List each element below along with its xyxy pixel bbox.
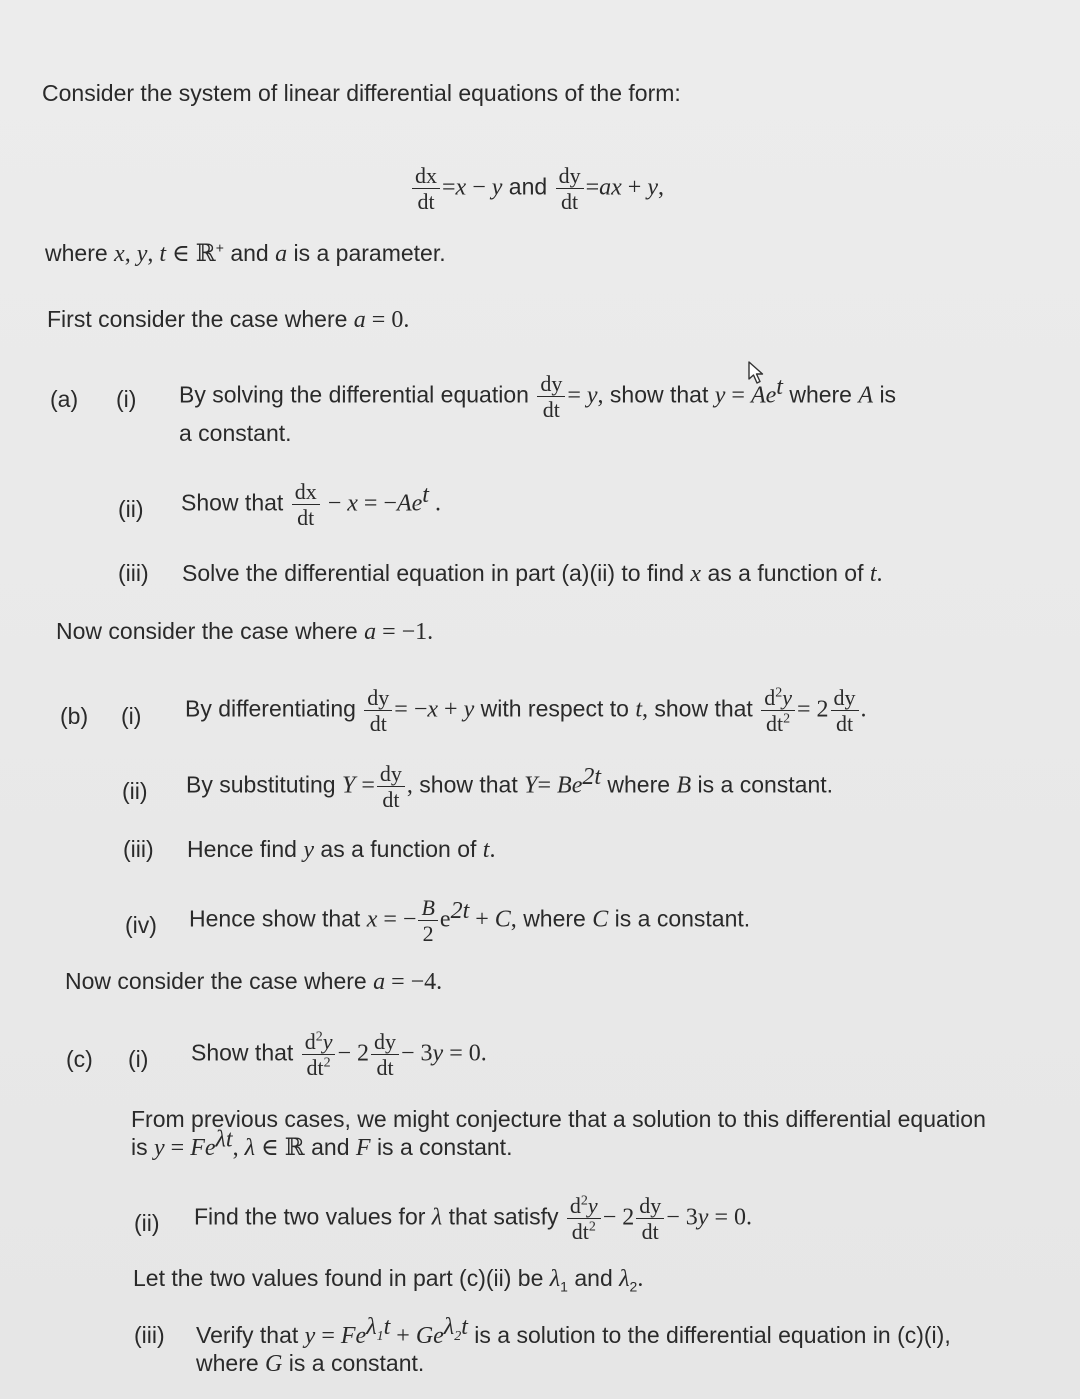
part-a-ii: Show that $\frac{dx}{dt}$ − $x = -Ae^t$ . (181, 479, 441, 531)
label-b: (b) (60, 703, 89, 729)
label-c-iii: (iii) (134, 1322, 165, 1348)
case-c-minus-four: Now consider the case where a = −4. (65, 968, 443, 995)
dx-dt-fraction: $\frac{dx}{dt}$ (412, 164, 440, 213)
part-a-i-line1: By solving the differential equation $\frac{dy}{dt}$ = y, show that $y = Ae^t$ where A is (179, 371, 897, 423)
label-c-i: (i) (128, 1046, 149, 1072)
part-c-ii: Find the two values for λ that satisfy $\frac{d^2y}{dt^2}$ − 2 $\frac{dy}{dt}$ − 3y = 0. (194, 1193, 752, 1245)
label-b-iii: (iii) (123, 836, 154, 862)
part-c-i: Show that $\frac{d^2y}{dt^2}$ − 2 $\frac{dy}{dt}$ − 3y = 0. (191, 1029, 487, 1081)
part-b-iii: Hence find y as a function of t. (187, 836, 496, 863)
part-b-i: By differentiating $\frac{dy}{dt}$ = −x + y with respect to t, show that $\frac{d^2y}{dt^2}$ = 2 $\frac{dy}{dt}$ . (185, 685, 867, 737)
part-c-iii-line2: where G is a constant. (196, 1350, 425, 1377)
part-b-ii: By substituting Y = $\frac{dy}{dt}$ , show that $Y= Be^{2t}$ where B is a constant. (186, 761, 834, 813)
label-c-ii: (ii) (134, 1210, 160, 1236)
domain-line: where x, y, t ∈ ℝ+ and a is a parameter. (45, 239, 446, 267)
let-two-values: Let the two values found in part (c)(ii) be $\lambda_1$ and $\lambda_2$. (133, 1265, 644, 1295)
label-b-iv: (iv) (125, 912, 157, 938)
label-a-iii: (iii) (118, 560, 149, 586)
system-equations: $\frac{dx}{dt}$ =x − y and $\frac{dy}{dt}$ =ax + y, (410, 164, 664, 213)
label-a-i: (i) (116, 386, 137, 412)
part-b-iv: Hence show that x = − $\frac{B}{2}$ $e^{2t} + C$, where C is a constant. (189, 895, 751, 947)
part-c-iii-line1: Verify that $y = Fe^{\lambda_1t} + Ge^{\lambda_2t}$ is a solution to the differential equation in (c)(i), (196, 1314, 951, 1349)
case-a-zero: First consider the case where a = 0. (47, 306, 410, 333)
label-c: (c) (66, 1046, 93, 1072)
intro-text: Consider the system of linear differential equations of the form: (42, 80, 681, 106)
part-a-iii: Solve the differential equation in part (a)(ii) to find x as a function of t. (182, 560, 883, 587)
label-b-i: (i) (121, 703, 142, 729)
conjecture-line2: is $y = Fe^{\lambda t}$, λ ∈ ℝ and F is a constant. (131, 1126, 513, 1161)
case-b-minus-one: Now consider the case where a = −1. (56, 618, 434, 645)
dy-dt-fraction: $\frac{dy}{dt}$ (556, 164, 584, 213)
part-a-i-line2: a constant. (179, 420, 292, 446)
conjecture-line1: From previous cases, we might conjecture that a solution to this differential equation (131, 1106, 986, 1132)
label-a-ii: (ii) (118, 496, 144, 522)
label-b-ii: (ii) (122, 778, 148, 804)
and-connector: and (508, 173, 548, 200)
label-a: (a) (50, 386, 79, 412)
